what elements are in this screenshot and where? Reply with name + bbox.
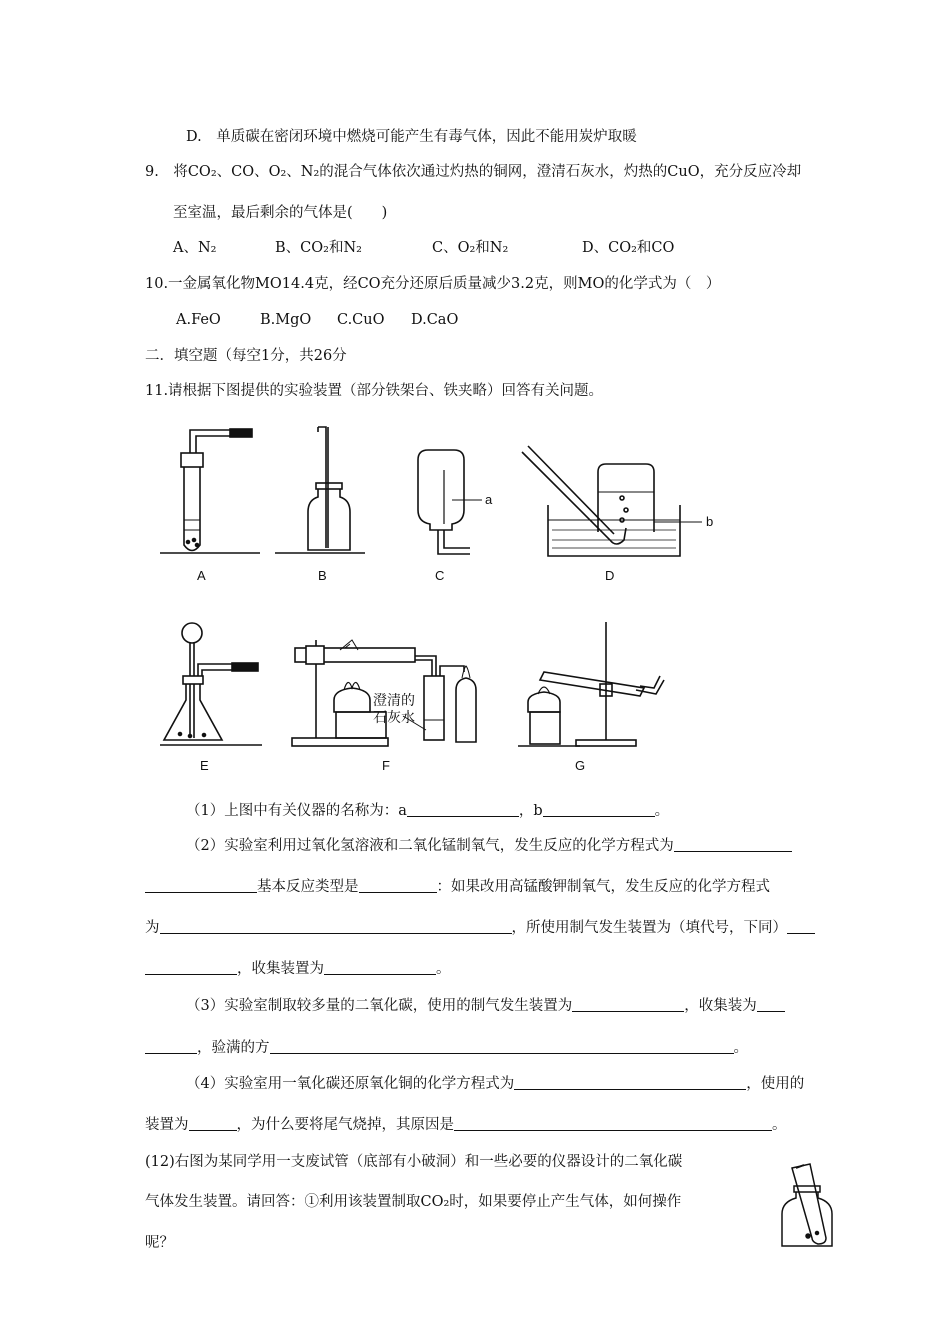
blank-o2-generator[interactable]: [787, 919, 815, 934]
q11-part4-line1: （4）实验室用一氧化碳还原氧化铜的化学方程式为 ，使用的: [186, 1076, 805, 1092]
limewater-label-line1: 澄清的: [373, 692, 415, 708]
q11-part2-line3: 为 ，所使用制气发生装置为（填代号，下同）: [145, 918, 815, 938]
blank-co2-collector-cont[interactable]: [145, 1039, 197, 1054]
q10-option-c: C.CuO: [337, 312, 385, 328]
label-e-apparatus: E: [200, 758, 209, 773]
q10-stem: 10.一金属氧化物MO14.4克，经CO充分还原后质量减少3.2克，则MO的化学式为（ ）: [145, 276, 721, 292]
blank-h2o2-equation[interactable]: [674, 837, 792, 852]
section-heading: 二．填空题（每空1分，共26分: [145, 348, 347, 364]
label-b-apparatus: B: [318, 568, 327, 583]
q10-option-d: D.CaO: [411, 312, 459, 328]
apparatus-d-drawing: [522, 446, 702, 556]
q11-part2-line4: ，收集装置为 。: [145, 959, 451, 979]
blank-o2-generator-cont[interactable]: [145, 960, 237, 975]
blank-kmno4-equation[interactable]: [160, 919, 512, 934]
blank-co-apparatus[interactable]: [189, 1116, 237, 1131]
q12-line2: 气体发生装置。请回答：①利用该装置制取CO₂时，如果要停止产生气体，如何操作: [145, 1194, 682, 1210]
q9-option-b: B、CO₂和N₂: [275, 240, 362, 256]
label-d-apparatus: D: [605, 568, 615, 583]
q11-part1: （1）上图中有关仪器的名称为：a ，b 。: [186, 803, 670, 819]
blank-co2-collector[interactable]: [757, 997, 785, 1012]
q9-option-d: D、CO₂和CO: [582, 240, 675, 256]
blank-co2-generator[interactable]: [572, 997, 684, 1012]
q11-part2-line2: 基本反应类型是 ：如果改用高锰酸钾制氧气，发生反应的化学方程式: [145, 877, 770, 897]
blank-a-name[interactable]: [407, 802, 519, 817]
apparatus-c-drawing: [418, 450, 482, 554]
apparatus-e-drawing: [160, 623, 262, 745]
q11-part2-line1: （2）实验室利用过氧化氢溶液和二氧化锰制氧气，发生反应的化学方程式为: [186, 836, 792, 856]
q8-option-d: D. 单质碳在密闭环境中燃烧可能产生有毒气体，因此不能用炭炉取暖: [186, 129, 637, 145]
pointer-label-b: b: [706, 514, 714, 529]
q10-option-b: B.MgO: [260, 312, 312, 328]
q9-stem: 9. 将CO₂、CO、O₂、N₂的混合气体依次通过灼热的铜网，澄清石灰水，灼热的CuO，充分反应冷却: [145, 164, 802, 180]
apparatus-b-drawing: [275, 427, 365, 553]
blank-check-full-method[interactable]: [270, 1039, 734, 1054]
limewater-label-line2: 石灰水: [373, 709, 415, 725]
pointer-label-a: a: [485, 492, 493, 507]
blank-tail-gas-reason[interactable]: [454, 1116, 772, 1131]
q11-part3-line1: （3）实验室制取较多量的二氧化碳，使用的制气发生装置为 ，收集装为: [186, 996, 785, 1016]
blank-b-name[interactable]: [543, 802, 655, 817]
label-a-apparatus: A: [197, 568, 206, 583]
blank-h2o2-equation-cont[interactable]: [145, 878, 257, 893]
blank-reaction-type[interactable]: [359, 878, 437, 893]
apparatus-a-drawing: [160, 429, 260, 553]
label-f-apparatus: F: [382, 758, 390, 773]
q9-stem-cont: 至室温，最后剩余的气体是( ): [173, 205, 388, 221]
q9-option-c: C、O₂和N₂: [432, 240, 509, 256]
q11-part4-line2: 装置为 ，为什么要将尾气烧掉，其原因是 。: [145, 1117, 787, 1133]
q9-option-a: A、N₂: [173, 240, 217, 256]
apparatus-g-drawing: [518, 622, 664, 746]
q10-option-a: A.FeO: [176, 312, 221, 328]
q11-stem: 11.请根据下图提供的实验装置（部分铁架台、铁夹略）回答有关问题。: [145, 383, 604, 399]
q11-part3-line2: ，验满的方 。: [145, 1038, 748, 1058]
label-c-apparatus: C: [435, 568, 445, 583]
blank-co-cuo-equation[interactable]: [514, 1075, 746, 1090]
label-g-apparatus: G: [575, 758, 586, 773]
q12-line1: (12)右图为某同学用一支废试管（底部有小破洞）和一些必要的仪器设计的二氧化碳: [145, 1154, 683, 1170]
q12-line3: 呢？: [145, 1235, 174, 1251]
blank-o2-collector[interactable]: [324, 960, 436, 975]
